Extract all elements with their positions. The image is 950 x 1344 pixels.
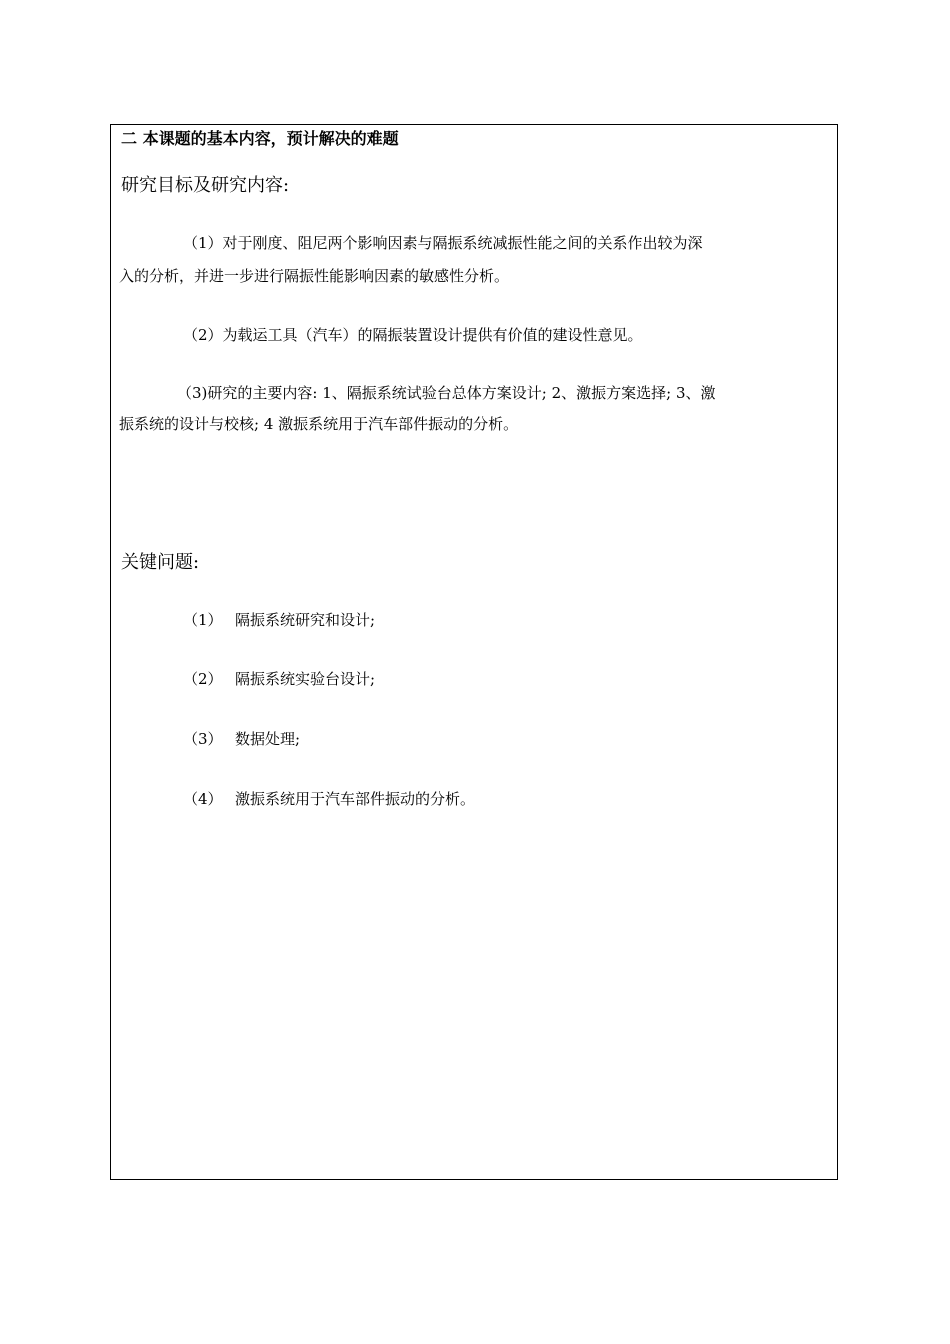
key-issue-1-number: （1） — [183, 611, 223, 629]
key-issue-1-text: 隔振系统研究和设计; — [235, 611, 376, 629]
key-issue-3 — [183, 732, 300, 747]
key-issue-4 — [183, 792, 475, 807]
goal-1-line-1: （1）对于刚度、阻尼两个影响因素与隔振系统减振性能之间的关系作出较为深 — [183, 234, 703, 252]
key-issue-3-text: 数据处理; — [235, 730, 301, 748]
key-issue-4-number: （4） — [183, 790, 223, 808]
content-table-cell — [110, 124, 838, 1180]
key-issue-3-number: （3） — [183, 730, 223, 748]
goal-3-line-1: （3)研究的主要内容: 1、隔振系统试验台总体方案设计; 2、激振方案选择; 3、激 — [177, 384, 716, 402]
key-issue-2-number: （2） — [183, 670, 223, 688]
goal-2-line-1: （2）为载运工具（汽车）的隔振装置设计提供有价值的建设性意见。 — [183, 326, 643, 344]
key-issue-2-text: 隔振系统实验台设计; — [235, 670, 376, 688]
key-issue-1 — [183, 613, 375, 628]
key-issue-2 — [183, 672, 375, 687]
section-heading: 二 本课题的基本内容，预计解决的难题 — [121, 129, 399, 148]
key-issues-title: 关键问题: — [121, 552, 200, 573]
goals-title: 研究目标及研究内容: — [121, 175, 290, 196]
goal-1-line-2: 入的分析，并进一步进行隔振性能影响因素的敏感性分析。 — [119, 267, 510, 285]
goal-3-line-2: 振系统的设计与校核; 4 激振系统用于汽车部件振动的分析。 — [119, 415, 519, 433]
key-issue-4-text: 激振系统用于汽车部件振动的分析。 — [235, 790, 476, 808]
